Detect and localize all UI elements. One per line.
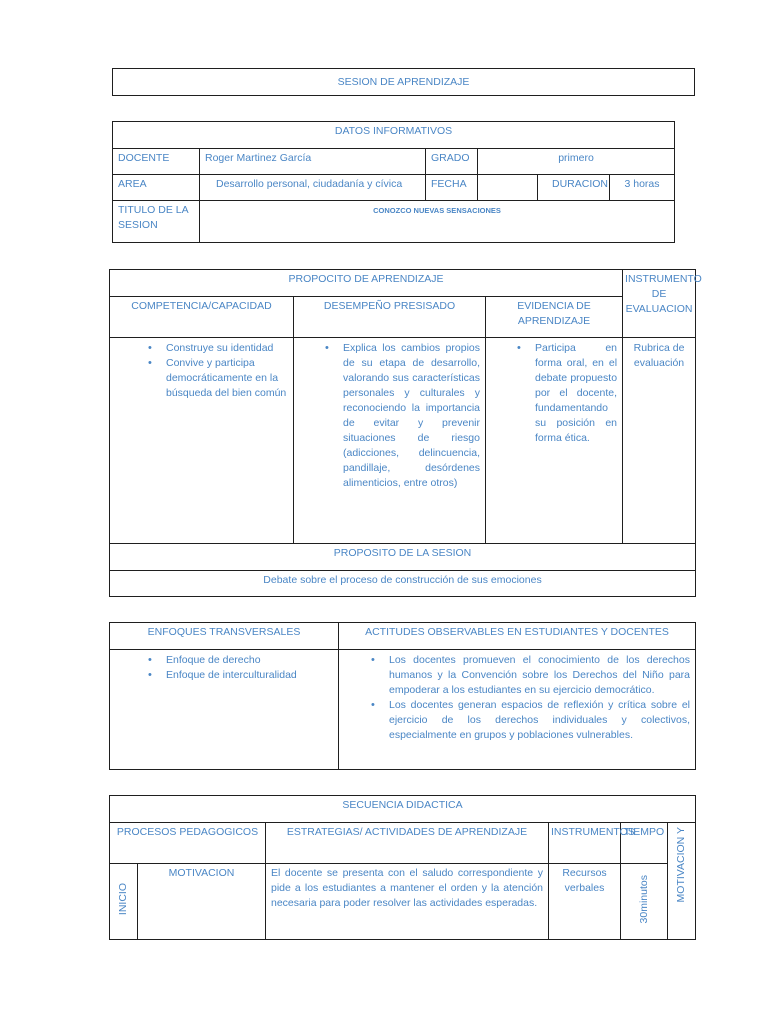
list-item: • Convive y participa democráticamente en la búsqueda del bien común <box>166 356 288 401</box>
duracion-value: 3 horas <box>610 175 675 201</box>
proposito-table <box>109 269 702 597</box>
enfoques-header: ENFOQUES TRANSVERSALES <box>110 623 339 650</box>
enfoques-cell <box>110 650 339 770</box>
list-item: • Explica los cambios propios de su etapa de desarrollo, valorando sus características personales y culturales y reconociendo la importancia de evitar y prevenir situaciones de riesgo (adicciones, delincuencia, pandillaje, desórdenes alimenticios, entre otros) <box>343 341 480 491</box>
list-item: • Enfoque de derecho <box>166 653 333 668</box>
titulo-label: TITULO DE LA SESION <box>113 201 200 243</box>
secuencia-table <box>109 795 696 940</box>
document-title: SESION DE APRENDIZAJE <box>113 69 695 96</box>
side-label: MOTIVACION Y <box>675 827 688 903</box>
list-item: • Construye su identidad <box>166 341 288 356</box>
evidencia-header: EVIDENCIA DE APRENDIZAJE <box>486 297 623 338</box>
competencias-cell <box>110 338 294 544</box>
datos-informativos-table <box>112 121 675 243</box>
list-item: • Los docentes generan espacios de reflexión y crítica sobre el ejercicio de los derechos individuales y colectivos, especialmente en grupos y poblaciones vulnerables. <box>389 698 690 743</box>
instrumento-header: INSTRUMENTO DE EVALUACION <box>623 270 696 338</box>
tiempo-cell <box>621 864 668 940</box>
inicio-label: INICIO <box>117 882 129 916</box>
estrategias-header: ESTRATEGIAS/ ACTIVIDADES DE APRENDIZAJE <box>266 823 549 864</box>
competencia-header: COMPETENCIA/CAPACIDAD <box>110 297 294 338</box>
actitudes-cell <box>339 650 696 770</box>
datos-title: DATOS INFORMATIVOS <box>113 122 675 149</box>
enfoques-table <box>109 622 696 770</box>
proposito-sesion-value: Debate sobre el proceso de construcción de sus emociones <box>110 571 696 597</box>
header-table <box>112 68 695 96</box>
enfoques-list <box>115 653 333 683</box>
duracion-label: DURACION <box>538 175 610 201</box>
fecha-label: FECHA <box>426 175 478 201</box>
proposito-title: PROPOCITO DE APRENDIZAJE <box>110 270 623 297</box>
list-item: • Enfoque de interculturalidad <box>166 668 333 683</box>
instrumento-value: Rubrica de evaluación <box>623 338 696 544</box>
list-item: • Participa en forma oral, en el debate propuesto por el docente, fundamentando su posición en forma ética. <box>535 341 617 446</box>
proposito-sesion-title: PROPOSITO DE LA SESION <box>110 544 696 571</box>
inicio-cell <box>110 864 138 940</box>
list-item: • Los docentes promueven el conocimiento de los derechos humanos y la Convención sobre los Derechos del Niño para empoderar a los estudiantes en su ejercicio democrático. <box>389 653 690 698</box>
docente-value: Roger Martinez García <box>200 149 426 175</box>
desempenos-cell <box>294 338 486 544</box>
area-label: AREA <box>113 175 200 201</box>
secuencia-title: SECUENCIA DIDACTICA <box>110 796 696 823</box>
competencias-list <box>115 341 288 401</box>
area-value: Desarrollo personal, ciudadanía y cívica <box>200 175 426 201</box>
actitudes-header: ACTITUDES OBSERVABLES EN ESTUDIANTES Y DOCENTES <box>339 623 696 650</box>
docente-label: DOCENTE <box>113 149 200 175</box>
side-label-cell <box>668 823 696 940</box>
tiempo-header: TIEMPO <box>621 823 668 864</box>
motivacion-label: MOTIVACION <box>138 864 266 940</box>
instrumentos-header: INSTRUMENTOS <box>549 823 621 864</box>
desempeno-header: DESEMPEÑO PRESISADO <box>294 297 486 338</box>
recursos-value: Recursos verbales <box>549 864 621 940</box>
evidencias-list <box>491 341 617 446</box>
titulo-value: CONOZCO NUEVAS SENSACIONES <box>200 201 675 243</box>
motivacion-text: El docente se presenta con el saludo correspondiente y pide a los estudiantes a mantener el orden y la atención necesaria para poder resolver las actividades esperadas. <box>266 864 549 940</box>
grado-value: primero <box>478 149 675 175</box>
actitudes-list <box>344 653 690 743</box>
fecha-value <box>478 175 538 201</box>
desempenos-list <box>299 341 480 491</box>
tiempo-value: 30minutos <box>637 874 650 924</box>
grado-label: GRADO <box>426 149 478 175</box>
procesos-header: PROCESOS PEDAGOGICOS <box>110 823 266 864</box>
evidencias-cell <box>486 338 623 544</box>
